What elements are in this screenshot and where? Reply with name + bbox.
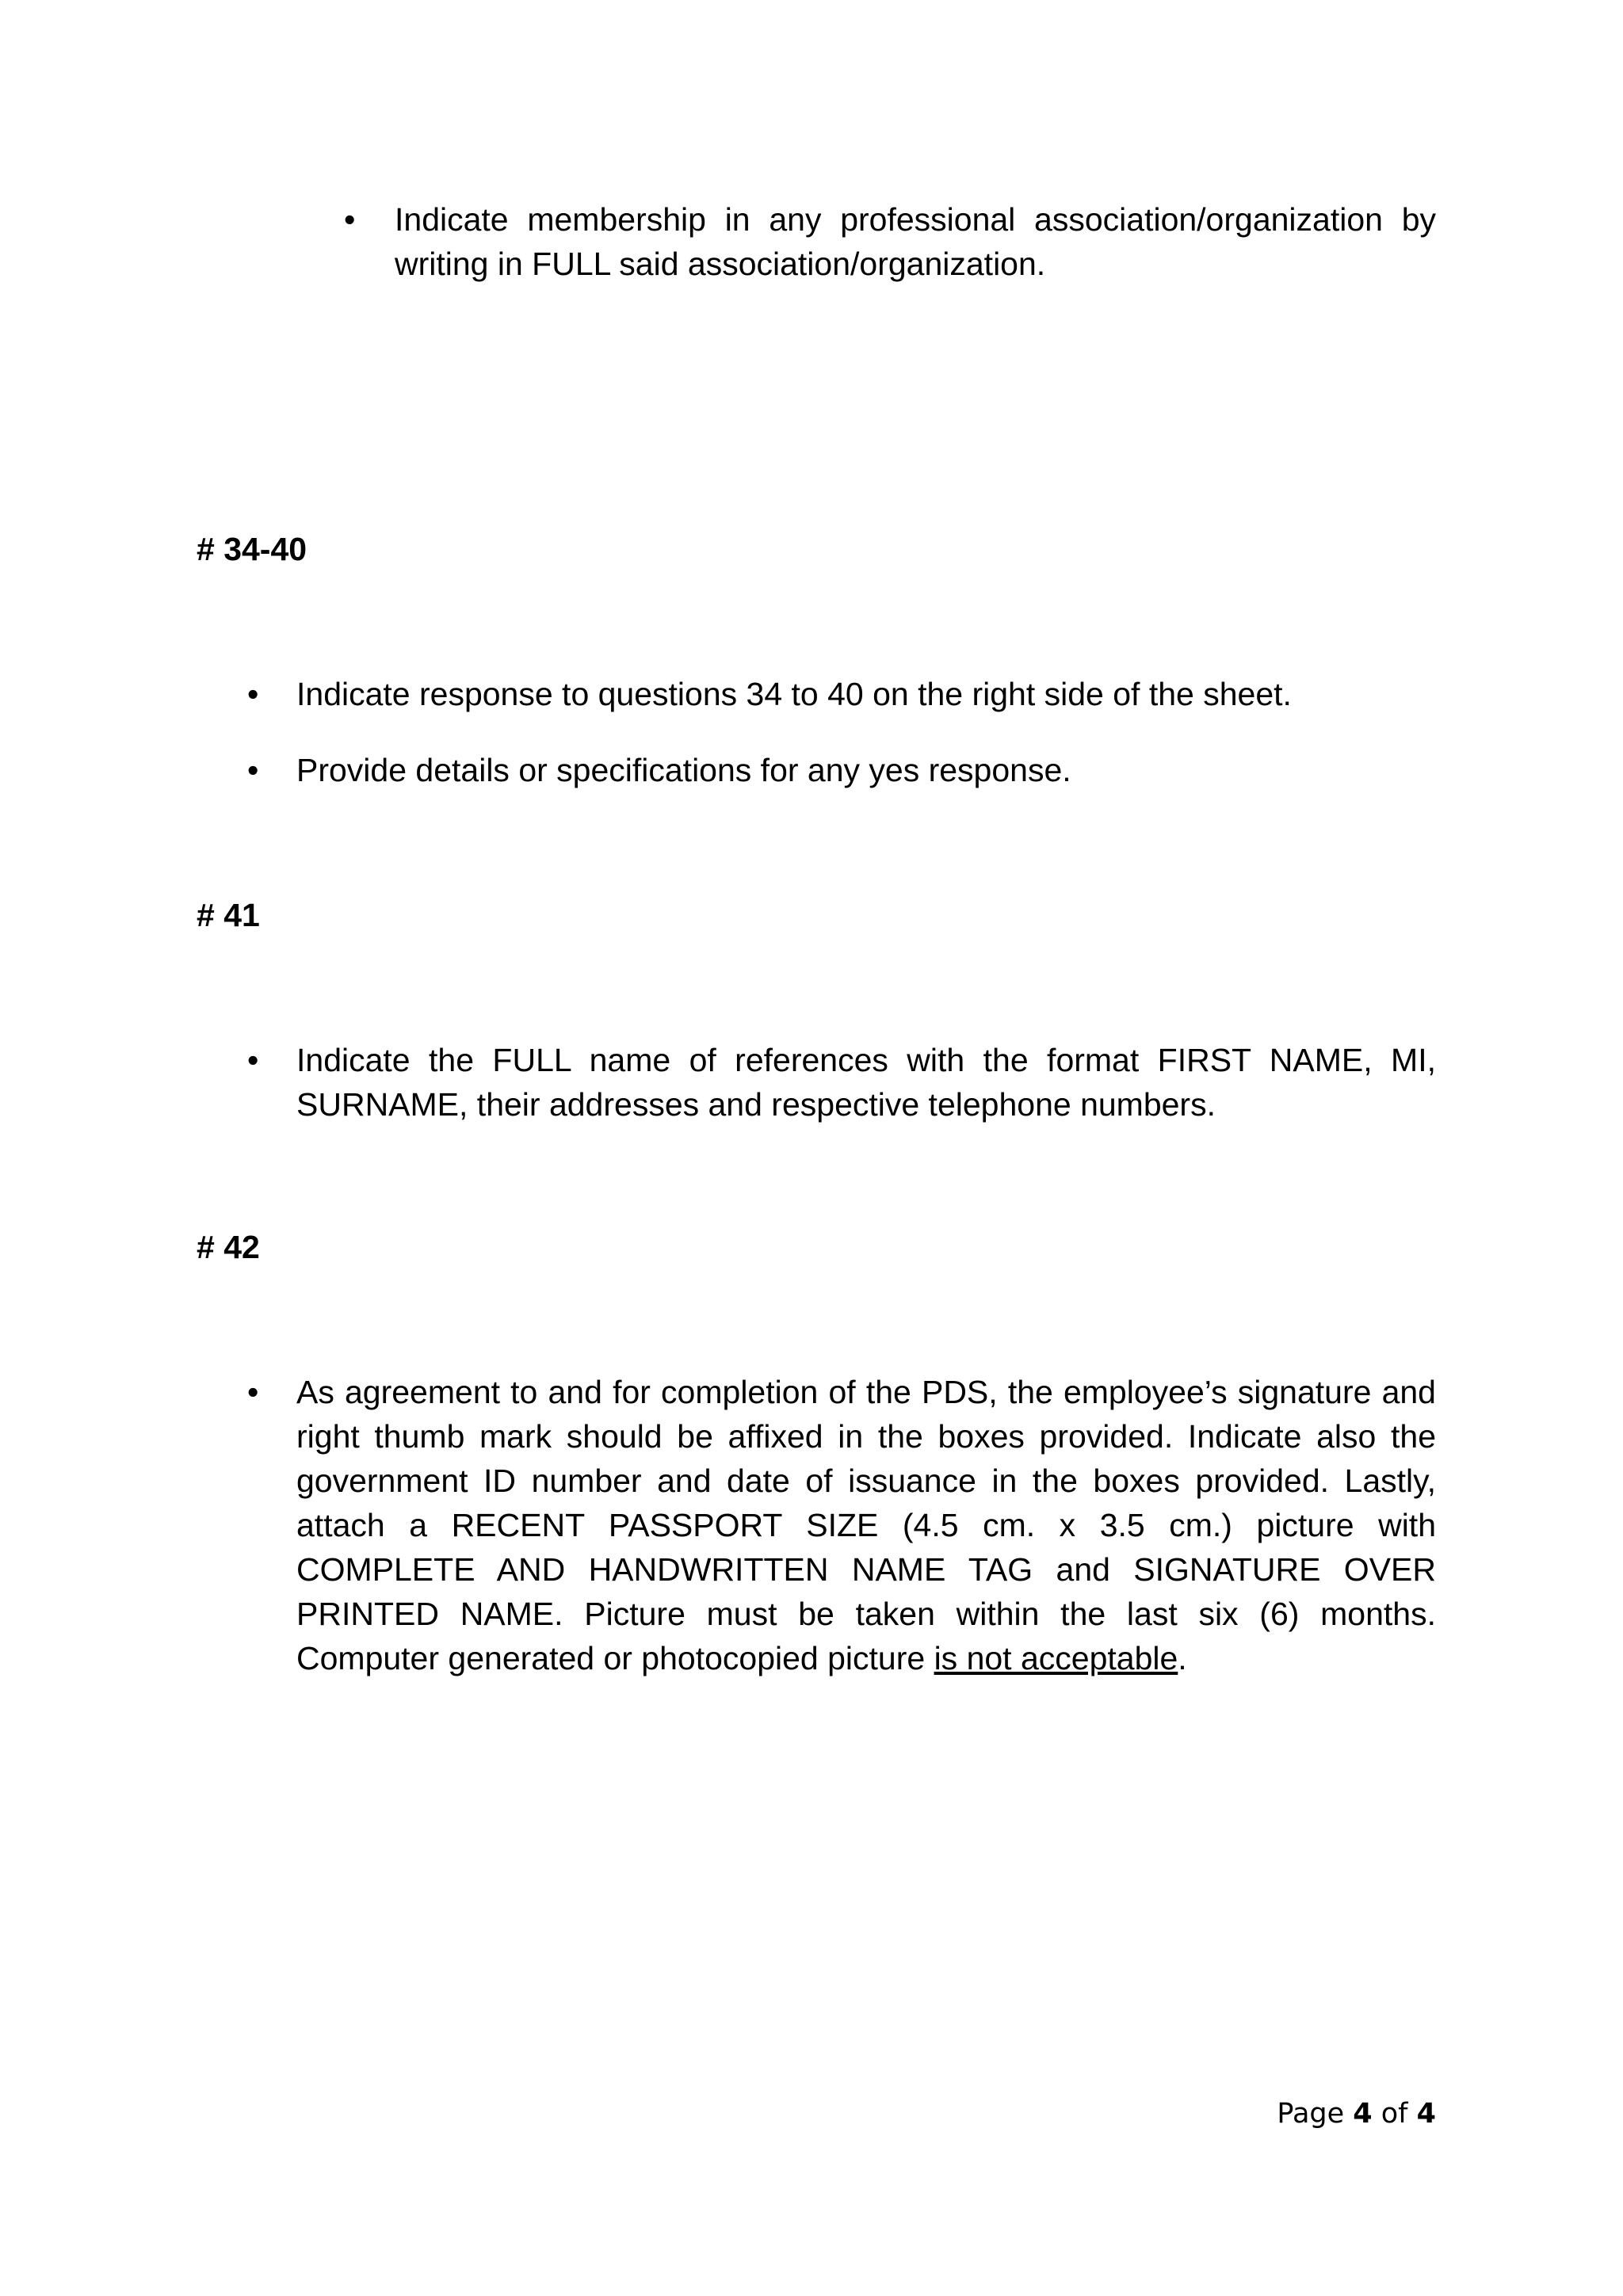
bullet-icon: • <box>247 752 259 788</box>
section-heading-41: # 41 <box>197 897 260 933</box>
bullet-text: Provide details or specifications for any yes response. <box>296 752 1071 788</box>
list-item-agreement <box>247 1370 1436 1680</box>
list-item-response <box>247 672 1436 716</box>
bullet-text: Indicate the FULL name of references with the format FIRST NAME, MI, SURNAME, their addresses and respective telephone numbers. <box>296 1042 1436 1123</box>
list-item-references <box>247 1038 1436 1127</box>
bullet-icon: • <box>344 201 356 238</box>
page-number-footer <box>1277 2096 1436 2131</box>
page-of: of <box>1372 2098 1417 2130</box>
bullet-icon: • <box>247 1374 259 1410</box>
agreement-end: . <box>1178 1640 1187 1676</box>
bullet-text: Indicate response to questions 34 to 40 on the right side of the sheet. <box>296 676 1292 712</box>
bullet-icon: • <box>247 1042 259 1078</box>
bullet-icon: • <box>247 676 259 712</box>
list-item-details <box>247 748 1436 792</box>
page-current: 4 <box>1353 2098 1373 2130</box>
section-heading-34-40: # 34-40 <box>197 531 307 567</box>
not-acceptable-text: is not acceptable <box>934 1640 1178 1676</box>
agreement-text: As agreement to and for completion of the PDS, the employee’s signature and right thumb mark should be affixed in the boxes provided. Indicate also the government ID number and date of issuance in the boxes provided. Lastly, attach a RECENT PASSPORT SIZE (4.5 cm. x 3.5 cm.) picture with COMPLETE AND HANDWRITTEN NAME TAG and SIGNATURE OVER PRINTED NAME. Picture must be taken within the last six (6) months. Computer generated or photocopied picture <box>296 1374 1436 1676</box>
page-total: 4 <box>1416 2098 1436 2130</box>
bullet-text: Indicate membership in any professional association/organization by writing in FULL said association/organization. <box>395 201 1436 282</box>
bullet-text <box>296 1370 1436 1680</box>
page-prefix: Page <box>1277 2098 1354 2130</box>
section-heading-42: # 42 <box>197 1229 260 1265</box>
list-item-membership <box>344 197 1436 286</box>
